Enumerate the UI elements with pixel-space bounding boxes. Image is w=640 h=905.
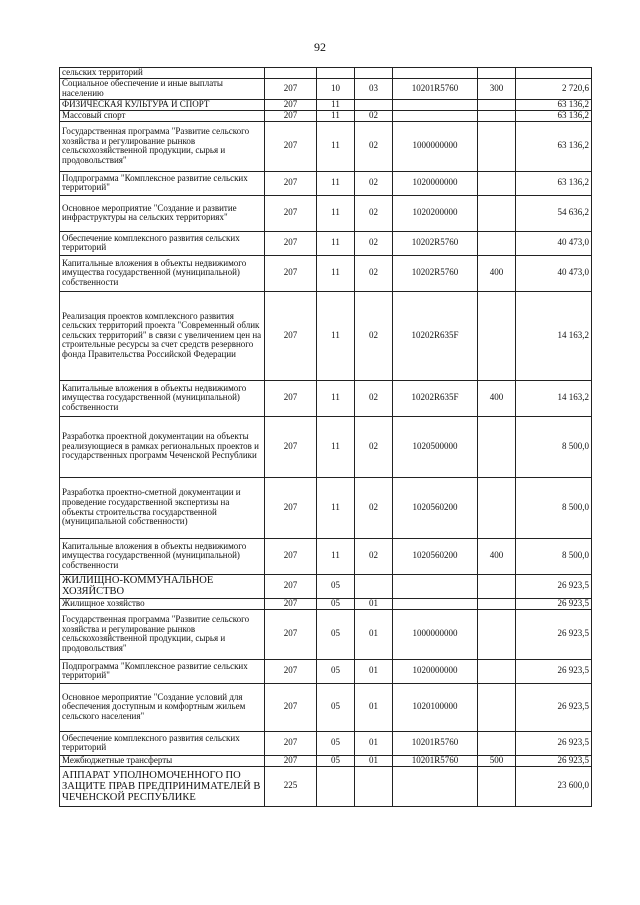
row-admin-code-cell: 207 (265, 291, 317, 380)
row-target-article-cell (393, 598, 478, 609)
row-target-article-cell: 10202R635F (393, 380, 478, 416)
row-expense-type-cell (478, 609, 516, 659)
row-target-article-cell (393, 68, 478, 79)
table-row (60, 171, 592, 195)
row-subsection-cell: 02 (355, 231, 393, 255)
row-name-cell: Жилищное хозяйство (60, 598, 265, 609)
row-section-cell: 10 (317, 78, 355, 99)
row-subsection-cell: 02 (355, 538, 393, 574)
row-admin-code-cell: 207 (265, 574, 317, 598)
table-row (60, 609, 592, 659)
row-admin-code-cell: 207 (265, 538, 317, 574)
row-target-article-cell (393, 99, 478, 110)
row-section-cell: 11 (317, 121, 355, 171)
row-subsection-cell: 01 (355, 659, 393, 683)
row-name-cell: Основное мероприятие "Создание и развитие инфраструктуры на сельских территориях" (60, 195, 265, 231)
row-section-cell: 11 (317, 171, 355, 195)
row-subsection-cell: 02 (355, 416, 393, 477)
row-admin-code-cell (265, 68, 317, 79)
row-section-cell: 05 (317, 659, 355, 683)
row-section-cell (317, 68, 355, 79)
row-section-cell: 11 (317, 416, 355, 477)
table-row (60, 78, 592, 99)
row-expense-type-cell (478, 195, 516, 231)
row-target-article-cell (393, 110, 478, 121)
row-expense-type-cell (478, 291, 516, 380)
row-admin-code-cell: 225 (265, 766, 317, 806)
row-expense-type-cell (478, 731, 516, 755)
row-admin-code-cell: 207 (265, 731, 317, 755)
row-target-article-cell: 1020200000 (393, 195, 478, 231)
row-name-cell: Подпрограмма "Комплексное развитие сельских территорий" (60, 171, 265, 195)
table-row (60, 291, 592, 380)
row-amount-cell: 63 136,2 (516, 110, 592, 121)
row-admin-code-cell: 207 (265, 683, 317, 731)
row-target-article-cell: 10202R635F (393, 291, 478, 380)
row-target-article-cell (393, 574, 478, 598)
row-subsection-cell: 02 (355, 110, 393, 121)
row-amount-cell: 26 923,5 (516, 755, 592, 766)
row-name-cell: ФИЗИЧЕСКАЯ КУЛЬТУРА И СПОРТ (60, 99, 265, 110)
row-name-cell: Массовый спорт (60, 110, 265, 121)
table-row (60, 195, 592, 231)
row-section-cell: 11 (317, 195, 355, 231)
row-name-cell: Реализация проектов комплексного развития сельских территорий проекта "Современный облик сельских территорий" в связи с увеличением цен на строительные ресурсы за счет средств резервного фонда Правительства Российской Федерации (60, 291, 265, 380)
row-target-article-cell: 1020000000 (393, 659, 478, 683)
row-subsection-cell: 01 (355, 755, 393, 766)
row-admin-code-cell: 207 (265, 231, 317, 255)
row-section-cell: 05 (317, 683, 355, 731)
row-section-cell: 05 (317, 731, 355, 755)
table-row (60, 477, 592, 538)
table-row (60, 766, 592, 806)
row-amount-cell: 2 720,6 (516, 78, 592, 99)
row-expense-type-cell: 400 (478, 538, 516, 574)
row-target-article-cell: 10201R5760 (393, 755, 478, 766)
row-admin-code-cell: 207 (265, 195, 317, 231)
row-subsection-cell: 02 (355, 121, 393, 171)
row-target-article-cell: 10201R5760 (393, 78, 478, 99)
row-name-cell: Государственная программа "Развитие сельского хозяйства и регулирование рынков сельскохозяйственной продукции, сырья и продовольствия" (60, 121, 265, 171)
row-amount-cell: 8 500,0 (516, 477, 592, 538)
row-subsection-cell: 01 (355, 683, 393, 731)
row-expense-type-cell (478, 171, 516, 195)
row-amount-cell: 26 923,5 (516, 598, 592, 609)
table-row (60, 416, 592, 477)
row-expense-type-cell: 400 (478, 255, 516, 291)
row-section-cell (317, 766, 355, 806)
row-target-article-cell: 10201R5760 (393, 731, 478, 755)
row-subsection-cell (355, 766, 393, 806)
row-admin-code-cell: 207 (265, 416, 317, 477)
table-row (60, 755, 592, 766)
row-target-article-cell: 1020560200 (393, 538, 478, 574)
row-admin-code-cell: 207 (265, 121, 317, 171)
row-subsection-cell: 02 (355, 255, 393, 291)
row-amount-cell: 26 923,5 (516, 731, 592, 755)
row-amount-cell: 54 636,2 (516, 195, 592, 231)
row-amount-cell: 14 163,2 (516, 291, 592, 380)
row-name-cell: АППАРАТ УПОЛНОМОЧЕННОГО ПО ЗАЩИТЕ ПРАВ ПРЕДПРИНИМАТЕЛЕЙ В ЧЕЧЕНСКОЙ РЕСПУБЛИКЕ (60, 766, 265, 806)
table-row (60, 110, 592, 121)
row-amount-cell: 40 473,0 (516, 255, 592, 291)
row-admin-code-cell: 207 (265, 659, 317, 683)
row-section-cell: 11 (317, 99, 355, 110)
row-amount-cell: 40 473,0 (516, 231, 592, 255)
row-target-article-cell: 1020560200 (393, 477, 478, 538)
table-row (60, 574, 592, 598)
row-expense-type-cell (478, 766, 516, 806)
table-row (60, 255, 592, 291)
row-admin-code-cell: 207 (265, 598, 317, 609)
row-amount-cell: 63 136,2 (516, 171, 592, 195)
row-name-cell: Разработка проектно-сметной документации и проведение государственной экспертизы на объекты строительства государственной (муниципальной собственности) (60, 477, 265, 538)
row-name-cell: Обеспечение комплексного развития сельских территорий (60, 231, 265, 255)
row-amount-cell: 8 500,0 (516, 538, 592, 574)
row-name-cell: Капитальные вложения в объекты недвижимого имущества государственной (муниципальной) собственности (60, 538, 265, 574)
row-subsection-cell: 01 (355, 598, 393, 609)
row-section-cell: 05 (317, 598, 355, 609)
table-row (60, 683, 592, 731)
row-section-cell: 11 (317, 255, 355, 291)
row-name-cell: Обеспечение комплексного развития сельских территорий (60, 731, 265, 755)
row-amount-cell: 26 923,5 (516, 659, 592, 683)
table-row (60, 68, 592, 79)
table-row (60, 598, 592, 609)
row-subsection-cell (355, 99, 393, 110)
row-expense-type-cell: 300 (478, 78, 516, 99)
table-row (60, 731, 592, 755)
row-target-article-cell: 1020500000 (393, 416, 478, 477)
row-subsection-cell: 03 (355, 78, 393, 99)
table-row (60, 659, 592, 683)
row-subsection-cell: 01 (355, 609, 393, 659)
row-amount-cell: 26 923,5 (516, 574, 592, 598)
row-name-cell: Основное мероприятие "Создание условий для обеспечения доступным и комфортным жильем сельского населения" (60, 683, 265, 731)
row-expense-type-cell (478, 659, 516, 683)
row-target-article-cell (393, 766, 478, 806)
row-name-cell: Межбюджетные трансферты (60, 755, 265, 766)
row-section-cell: 05 (317, 755, 355, 766)
row-expense-type-cell (478, 598, 516, 609)
row-name-cell: ЖИЛИЩНО-КОММУНАЛЬНОЕ ХОЗЯЙСТВО (60, 574, 265, 598)
row-name-cell: Капитальные вложения в объекты недвижимого имущества государственной (муниципальной) собственности (60, 380, 265, 416)
row-amount-cell: 26 923,5 (516, 683, 592, 731)
row-expense-type-cell (478, 231, 516, 255)
row-name-cell: Разработка проектной документации на объекты реализующиеся в рамках региональных проектов и государственных программ Чеченской Республики (60, 416, 265, 477)
row-amount-cell: 63 136,2 (516, 99, 592, 110)
row-subsection-cell: 02 (355, 380, 393, 416)
row-subsection-cell: 02 (355, 291, 393, 380)
row-expense-type-cell (478, 574, 516, 598)
row-admin-code-cell: 207 (265, 99, 317, 110)
row-amount-cell: 26 923,5 (516, 609, 592, 659)
row-subsection-cell (355, 68, 393, 79)
budget-table (59, 67, 592, 807)
row-expense-type-cell: 400 (478, 380, 516, 416)
row-target-article-cell: 1000000000 (393, 609, 478, 659)
row-subsection-cell: 02 (355, 171, 393, 195)
row-name-cell: Капитальные вложения в объекты недвижимого имущества государственной (муниципальной) собственности (60, 255, 265, 291)
row-expense-type-cell (478, 416, 516, 477)
row-admin-code-cell: 207 (265, 477, 317, 538)
table-row (60, 380, 592, 416)
row-target-article-cell: 1020100000 (393, 683, 478, 731)
row-expense-type-cell (478, 477, 516, 538)
row-admin-code-cell: 207 (265, 171, 317, 195)
row-name-cell: сельских территорий (60, 68, 265, 79)
row-section-cell: 11 (317, 380, 355, 416)
row-admin-code-cell: 207 (265, 78, 317, 99)
row-subsection-cell: 02 (355, 195, 393, 231)
row-expense-type-cell (478, 110, 516, 121)
row-subsection-cell: 02 (355, 477, 393, 538)
row-amount-cell (516, 68, 592, 79)
row-section-cell: 11 (317, 291, 355, 380)
row-section-cell: 11 (317, 110, 355, 121)
row-admin-code-cell: 207 (265, 755, 317, 766)
row-name-cell: Социальное обеспечение и иные выплаты населению (60, 78, 265, 99)
row-target-article-cell: 1020000000 (393, 171, 478, 195)
page-number: 92 (314, 40, 326, 54)
row-admin-code-cell: 207 (265, 380, 317, 416)
row-amount-cell: 8 500,0 (516, 416, 592, 477)
table-row (60, 121, 592, 171)
row-admin-code-cell: 207 (265, 255, 317, 291)
table-row (60, 99, 592, 110)
row-section-cell: 11 (317, 231, 355, 255)
row-amount-cell: 23 600,0 (516, 766, 592, 806)
row-admin-code-cell: 207 (265, 609, 317, 659)
row-section-cell: 05 (317, 574, 355, 598)
table-row (60, 538, 592, 574)
row-subsection-cell: 01 (355, 731, 393, 755)
row-name-cell: Государственная программа "Развитие сельского хозяйства и регулирование рынков сельскохозяйственной продукции, сырья и продовольствия" (60, 609, 265, 659)
row-expense-type-cell (478, 683, 516, 731)
row-amount-cell: 63 136,2 (516, 121, 592, 171)
row-name-cell: Подпрограмма "Комплексное развитие сельских территорий" (60, 659, 265, 683)
row-amount-cell: 14 163,2 (516, 380, 592, 416)
row-section-cell: 11 (317, 477, 355, 538)
row-target-article-cell: 10202R5760 (393, 231, 478, 255)
row-expense-type-cell (478, 99, 516, 110)
row-section-cell: 11 (317, 538, 355, 574)
row-target-article-cell: 10202R5760 (393, 255, 478, 291)
row-expense-type-cell (478, 121, 516, 171)
row-subsection-cell (355, 574, 393, 598)
row-admin-code-cell: 207 (265, 110, 317, 121)
row-expense-type-cell: 500 (478, 755, 516, 766)
row-target-article-cell: 1000000000 (393, 121, 478, 171)
table-row (60, 231, 592, 255)
row-expense-type-cell (478, 68, 516, 79)
row-section-cell: 05 (317, 609, 355, 659)
